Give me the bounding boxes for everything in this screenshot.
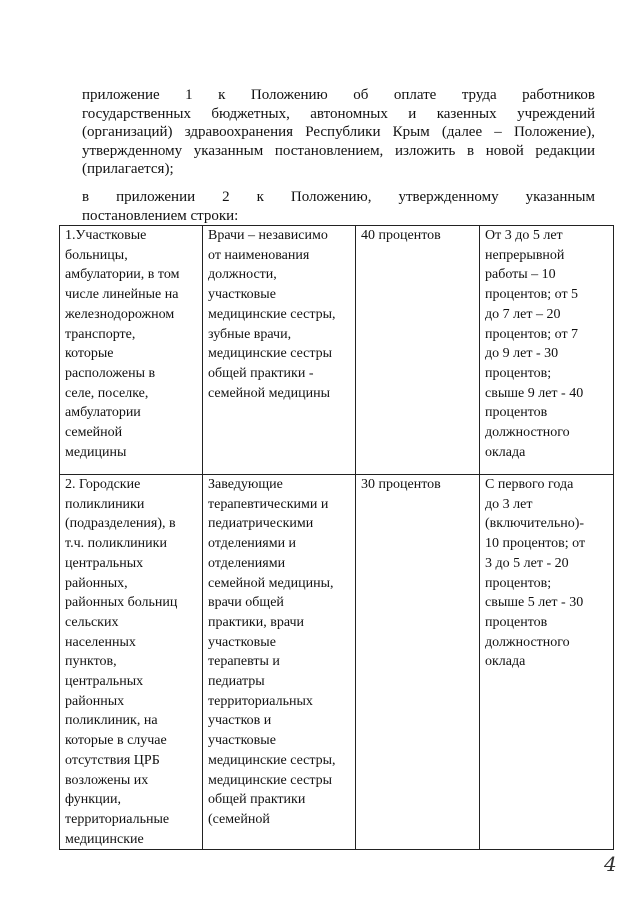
cell-line: 30 процентов: [361, 477, 441, 492]
institution-cell: [60, 475, 203, 850]
cell-line: 40 процентов: [361, 228, 441, 243]
cell-line: отсутствия ЦРБ: [65, 752, 160, 768]
cell-line: должностного: [485, 425, 570, 441]
rate-cell: [356, 226, 480, 475]
text-line: государственных бюджетных, автономных и казенных учреждений: [82, 105, 595, 122]
cell-line: 2. Городские: [65, 477, 141, 492]
cell-line: которые в случае: [65, 733, 167, 749]
cell-line: центральных: [65, 674, 144, 690]
cell-line: которые: [65, 346, 114, 362]
cell-line: сельских: [65, 614, 119, 630]
cell-line: до 9 лет - 30: [485, 346, 559, 362]
cell-line: территориальных: [208, 693, 313, 709]
cell-line: практики, врачи: [208, 614, 305, 630]
cell-line: амбулатории, в том: [65, 267, 180, 283]
cell-line: процентов;: [485, 575, 552, 591]
cell-line: семейной медицины: [208, 385, 331, 401]
cell-line: пунктов,: [65, 654, 117, 670]
cell-line: 10 процентов; от: [485, 536, 586, 552]
cell-line: участковые: [208, 733, 276, 749]
cell-line: свыше 5 лет - 30: [485, 595, 584, 611]
cell-line: Заведующие: [208, 477, 283, 492]
rate-cell: [356, 475, 480, 850]
cell-line: педиатры: [208, 674, 265, 690]
cell-line: процентов;: [485, 365, 552, 381]
cell-line: общей практики -: [208, 365, 314, 381]
cell-line: селе, поселке,: [65, 385, 149, 401]
cell-line: (включительно)-: [485, 516, 585, 532]
cell-line: 1.Участковые: [65, 228, 147, 243]
cell-line: педиатрическими: [208, 516, 314, 532]
cell-line: терапевтическими и: [208, 496, 329, 512]
cell-line: врачи общей: [208, 595, 284, 611]
cell-line: (семейной: [208, 811, 270, 827]
cell-line: расположены в: [65, 365, 156, 381]
cell-line: поликлиники: [65, 496, 145, 512]
cell-line: железнодорожном: [65, 306, 175, 322]
cell-line: медицинские сестры,: [208, 306, 336, 322]
text-line: (организаций) здравоохранения Республики Крым (далее – Положение),: [82, 124, 595, 140]
cell-line: районных,: [65, 575, 128, 591]
cell-line: транспорте,: [65, 326, 136, 342]
cell-line: медицинские сестры,: [208, 752, 336, 768]
cell-line: от наименования: [208, 247, 310, 263]
cell-line: семейной медицины,: [208, 575, 334, 591]
text-line: (прилагается);: [82, 161, 174, 177]
cell-line: оклада: [485, 654, 526, 670]
cell-line: населенных: [65, 634, 136, 650]
table-row: [60, 226, 614, 475]
cell-line: процентов: [485, 614, 548, 630]
cell-line: отделениями и: [208, 536, 297, 552]
seniority-cell: [480, 475, 614, 850]
cell-line: процентов; от 5: [485, 287, 579, 303]
positions-cell: [203, 226, 356, 475]
cell-line: поликлиник, на: [65, 713, 158, 729]
cell-line: Врачи – независимо: [208, 228, 328, 243]
cell-line: процентов; от 7: [485, 326, 579, 342]
text-line: в приложении 2 к Положению, утвержденному указанным: [82, 189, 595, 205]
cell-line: зубные врачи,: [208, 326, 292, 342]
table-row: [60, 475, 614, 850]
cell-line: семейной: [65, 425, 123, 441]
cell-line: медицинские сестры: [208, 346, 333, 362]
cell-line: должностного: [485, 634, 570, 650]
cell-line: территориальные: [65, 811, 170, 827]
cell-line: общей практики: [208, 792, 306, 808]
cell-line: оклада: [485, 444, 526, 460]
cell-line: районных: [65, 693, 125, 709]
cell-line: От 3 до 5 лет: [485, 228, 563, 243]
cell-line: числе линейные на: [65, 287, 179, 303]
intro-paragraph: [82, 86, 595, 179]
cell-line: (подразделения), в: [65, 516, 176, 532]
seniority-cell: [480, 226, 614, 475]
cell-line: до 7 лет – 20: [485, 306, 561, 322]
cell-line: функции,: [65, 792, 121, 808]
cell-line: отделениями: [208, 555, 286, 571]
cell-line: участков и: [208, 713, 272, 729]
cell-line: центральных: [65, 555, 144, 571]
cell-line: С первого года: [485, 477, 574, 492]
cell-line: районных больниц: [65, 595, 178, 611]
second-paragraph: [82, 188, 595, 225]
cell-line: т.ч. поликлиники: [65, 536, 167, 552]
cell-line: до 3 лет: [485, 496, 533, 512]
cell-line: процентов: [485, 405, 548, 421]
cell-line: работы – 10: [485, 267, 556, 283]
cell-line: больницы,: [65, 247, 128, 263]
page-number: 4: [604, 852, 617, 876]
cell-line: должности,: [208, 267, 277, 283]
text-line: приложение 1 к Положению об оплате труда работников: [82, 87, 595, 103]
institution-cell: [60, 226, 203, 475]
cell-line: участковые: [208, 287, 276, 303]
text-line: утвержденному указанным постановлением, изложить в новой редакции: [82, 142, 595, 159]
cell-line: участковые: [208, 634, 276, 650]
cell-line: возложены их: [65, 772, 149, 788]
cell-line: медицинские сестры: [208, 772, 333, 788]
cell-line: 3 до 5 лет - 20: [485, 555, 569, 571]
positions-cell: [203, 475, 356, 850]
cell-line: непрерывной: [485, 247, 565, 263]
cell-line: медицины: [65, 444, 127, 460]
cell-line: медицинские: [65, 831, 144, 847]
cell-line: свыше 9 лет - 40: [485, 385, 584, 401]
rates-table: [59, 225, 614, 850]
text-line: постановлением строки:: [82, 207, 239, 224]
cell-line: амбулатории: [65, 405, 141, 421]
cell-line: терапевты и: [208, 654, 280, 670]
